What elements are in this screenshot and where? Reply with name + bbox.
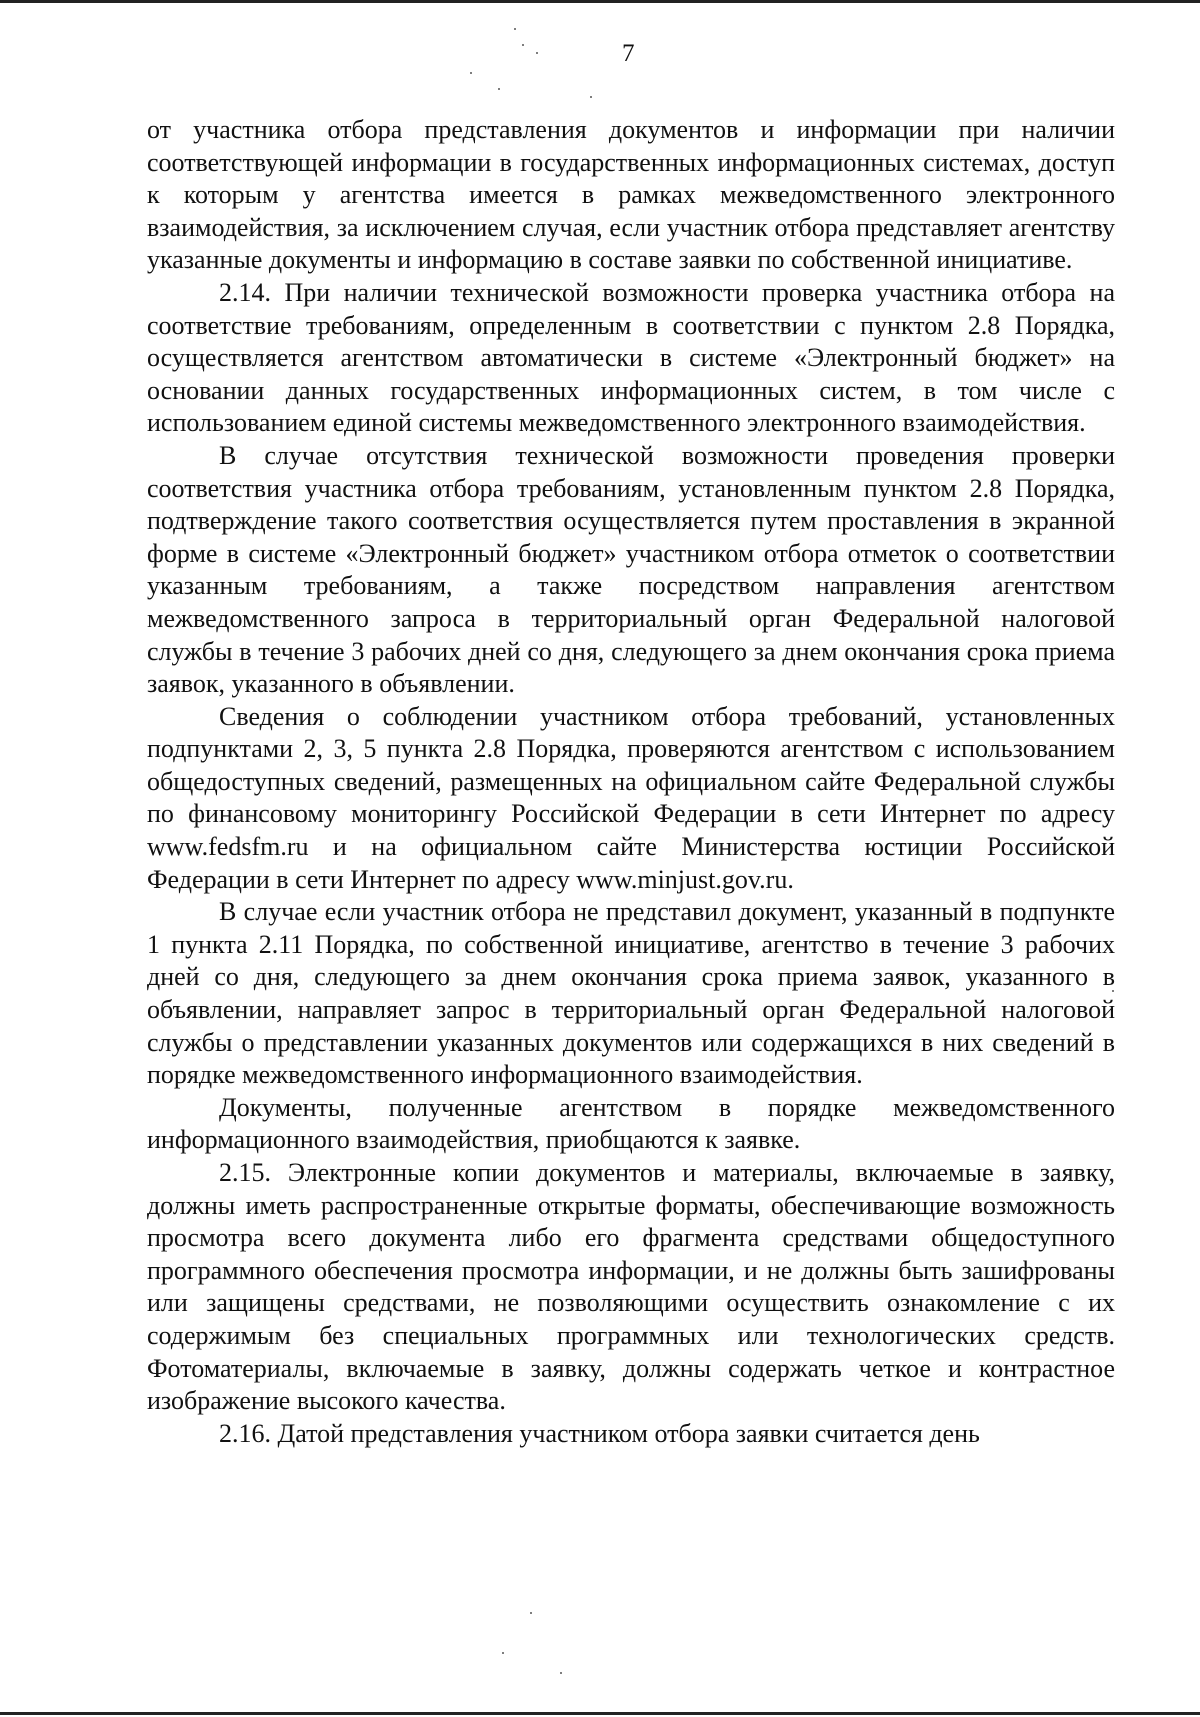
- paragraph-2-14: 2.14. При наличии технической возможности проверка участника отбора на соответствие требованиям, определенным в соответствии с пунктом 2.8 Порядка, осуществляется агентством автоматически в системе «Электронный бюджет» на основании данных государственных информационных систем, в том числе с использованием единой системы межведомственного электронного взаимодействия.: [147, 277, 1115, 438]
- paragraph-no-technical-possibility: В случае отсутствия технической возможности проведения проверки соответствия участника отбора требованиям, установленным пунктом 2.8 Порядка, подтверждение такого соответствия осуществляется путем проставления в экранной форме в системе «Электронный бюджет» участником отбора отметок о соответствии указанным требованиям, а также посредством направления агентством межведомственного запроса в территориальный орган Федеральной налоговой службы в течение 3 рабочих дней со дня, следующего за днем окончания срока приема заявок, указанного в объявлении.: [147, 440, 1115, 699]
- scan-speck: [514, 28, 516, 30]
- paragraph-2-15: 2.15. Электронные копии документов и материалы, включаемые в заявку, должны иметь распространенные открытые форматы, обеспечивающие возможность просмотра всего документа либо его фрагмента средствами общедоступного программного обеспечения просмотра информации, и не должны быть зашифрованы или защищены средствами, не позволяющими осуществить ознакомление с их содержимым без специальных программных или технологических средств. Фотоматериалы, включаемые в заявку, должны содержать четкое и контрастное изображение высокого качества.: [147, 1158, 1115, 1416]
- scan-speck: [530, 1612, 532, 1614]
- scan-speck: [522, 44, 524, 46]
- top-edge-line: [0, 0, 1200, 3]
- paragraph-2-16: 2.16. Датой представления участником отбора заявки считается день: [219, 1418, 980, 1448]
- paragraph-continuation: от участника отбора представления документов и информации при наличии соответствующей информации в государственных информационных системах, доступ к которым у агентства имеется в рамках межведомственного электронного взаимодействия, за исключением случая, если участник отбора представляет агентству указанные документы и информацию в составе заявки по собственной инициативе.: [147, 115, 1115, 275]
- document-body: [147, 114, 1115, 1450]
- scan-speck: [498, 88, 500, 90]
- scan-speck: [560, 1672, 562, 1674]
- scan-speck: [536, 52, 538, 54]
- bottom-edge-line: [0, 1712, 1200, 1715]
- paragraph-documents-attached: Документы, полученные агентством в порядке межведомственного информационного взаимодействия, приобщаются к заявке.: [147, 1092, 1115, 1155]
- paragraph-document-not-submitted: В случае если участник отбора не представил документ, указанный в подпункте 1 пункта 2.11 Порядка, по собственной инициативе, агентство в течение 3 рабочих дней со дня, следующего за днем окончания срока приема заявок, указанного в объявлении, направляет запрос в территориальный орган Федеральной налоговой службы о представлении указанных документов или содержащихся в них сведений в порядке межведомственного информационного взаимодействия.: [147, 897, 1115, 1090]
- scan-speck: [502, 1652, 504, 1654]
- page-number: 7: [622, 40, 635, 67]
- paragraph-compliance-info: Сведения о соблюдении участником отбора требований, установленных подпунктами 2, 3, 5 пункта 2.8 Порядка, проверяются агентством с использованием общедоступных сведений, размещенных на официальном сайте Федеральной службы по финансовому мониторингу Российской Федерации в сети Интернет по адресу www.fedsfm.ru и на официальном сайте Министерства юстиции Российской Федерации в сети Интернет по адресу www.minjust.gov.ru.: [147, 701, 1115, 894]
- scan-speck: [590, 96, 592, 98]
- scan-speck: [470, 72, 472, 74]
